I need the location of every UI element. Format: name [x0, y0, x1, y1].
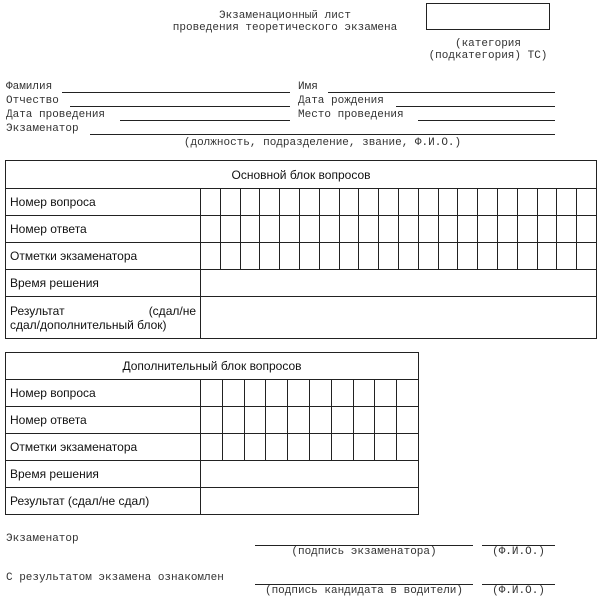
extra-question-cell[interactable]	[353, 380, 375, 407]
main-mark-cell[interactable]	[379, 243, 399, 270]
extra-answer-cell[interactable]	[244, 407, 266, 434]
main-mark-cell[interactable]	[398, 243, 418, 270]
extra-answer-cell[interactable]	[397, 407, 419, 434]
main-question-cell[interactable]	[438, 189, 458, 216]
main-question-cell[interactable]	[497, 189, 517, 216]
main-question-cell[interactable]	[240, 189, 260, 216]
extra-question-cell[interactable]	[375, 380, 397, 407]
main-question-cell[interactable]	[280, 189, 300, 216]
patronymic-label: Отчество	[6, 95, 59, 107]
extra-mark-cell[interactable]	[244, 434, 266, 461]
category-caption-line2: (подкатегория) ТС)	[428, 50, 548, 62]
birth-date-label: Дата рождения	[298, 95, 384, 107]
main-result-label	[6, 297, 201, 339]
extra-mark-cell[interactable]	[353, 434, 375, 461]
extra-question-cell[interactable]	[266, 380, 288, 407]
extra-answer-cell[interactable]	[353, 407, 375, 434]
extra-answer-cell[interactable]	[309, 407, 331, 434]
extra-mark-cell[interactable]	[266, 434, 288, 461]
extra-question-cell[interactable]	[201, 380, 223, 407]
extra-question-cell[interactable]	[331, 380, 353, 407]
main-answer-cell[interactable]	[319, 216, 339, 243]
main-mark-cell[interactable]	[260, 243, 280, 270]
main-solve-time-cell[interactable]	[201, 270, 597, 297]
main-examiner-marks-label: Отметки экзаменатора	[6, 243, 201, 270]
main-answer-cell[interactable]	[359, 216, 379, 243]
main-answer-cell[interactable]	[339, 216, 359, 243]
main-question-cell[interactable]	[359, 189, 379, 216]
main-answer-cell[interactable]	[438, 216, 458, 243]
extra-solve-time-cell[interactable]	[201, 461, 419, 488]
main-mark-cell[interactable]	[299, 243, 319, 270]
main-result-label-line1: Результат (сдал/не	[10, 303, 196, 318]
extra-result-cell[interactable]	[201, 488, 419, 515]
name-field[interactable]	[328, 92, 555, 93]
main-answer-cell[interactable]	[557, 216, 577, 243]
exam-date-label: Дата проведения	[6, 109, 106, 121]
main-mark-cell[interactable]	[577, 243, 597, 270]
extra-answer-cell[interactable]	[222, 407, 244, 434]
main-answer-cell[interactable]	[280, 216, 300, 243]
main-result-label-line2: сдал/дополнительный блок)	[10, 317, 167, 332]
main-block-table	[5, 160, 597, 339]
main-answer-cell[interactable]	[478, 216, 498, 243]
main-answer-cell[interactable]	[398, 216, 418, 243]
extra-block-table	[5, 352, 419, 515]
extra-answer-cell[interactable]	[266, 407, 288, 434]
exam-place-field[interactable]	[418, 120, 555, 121]
extra-question-cell[interactable]	[397, 380, 419, 407]
extra-mark-cell[interactable]	[397, 434, 419, 461]
surname-field[interactable]	[62, 92, 290, 93]
extra-mark-cell[interactable]	[375, 434, 397, 461]
category-box[interactable]	[426, 3, 550, 30]
examiner-hint: (должность, подразделение, звание, Ф.И.О.)	[183, 137, 462, 149]
main-mark-cell[interactable]	[339, 243, 359, 270]
main-question-cell[interactable]	[220, 189, 240, 216]
main-mark-cell[interactable]	[359, 243, 379, 270]
main-question-cell[interactable]	[458, 189, 478, 216]
main-block-title: Основной блок вопросов	[6, 161, 597, 189]
main-answer-cell[interactable]	[497, 216, 517, 243]
main-question-number-label: Номер вопроса	[6, 189, 201, 216]
footer-examiner-label: Экзаменатор	[6, 533, 79, 545]
extra-mark-cell[interactable]	[201, 434, 223, 461]
extra-question-cell[interactable]	[222, 380, 244, 407]
main-mark-cell[interactable]	[280, 243, 300, 270]
extra-question-cell[interactable]	[309, 380, 331, 407]
main-mark-cell[interactable]	[220, 243, 240, 270]
extra-answer-number-label: Номер ответа	[6, 407, 201, 434]
main-answer-cell[interactable]	[537, 216, 557, 243]
examiner-label: Экзаменатор	[6, 123, 79, 135]
extra-answer-cell[interactable]	[288, 407, 310, 434]
extra-question-cell[interactable]	[244, 380, 266, 407]
main-mark-cell[interactable]	[458, 243, 478, 270]
main-answer-cell[interactable]	[220, 216, 240, 243]
candidate-fio-caption: (Ф.И.О.)	[492, 585, 545, 597]
main-question-cell[interactable]	[379, 189, 399, 216]
main-answer-cell[interactable]	[201, 216, 221, 243]
extra-mark-cell[interactable]	[288, 434, 310, 461]
candidate-signature-caption: (подпись кандидата в водители)	[264, 585, 464, 597]
main-mark-cell[interactable]	[478, 243, 498, 270]
main-answer-cell[interactable]	[418, 216, 438, 243]
extra-question-cell[interactable]	[288, 380, 310, 407]
extra-result-label: Результат (сдал/не сдал)	[6, 488, 201, 515]
acquainted-label: С результатом экзамена ознакомлен	[6, 572, 224, 584]
surname-label: Фамилия	[6, 81, 53, 93]
extra-mark-cell[interactable]	[222, 434, 244, 461]
extra-answer-cell[interactable]	[201, 407, 223, 434]
category-caption-line1: (категория	[454, 38, 521, 50]
examiner-field[interactable]	[90, 134, 555, 135]
main-question-cell[interactable]	[201, 189, 221, 216]
birth-date-field[interactable]	[396, 106, 555, 107]
main-answer-cell[interactable]	[458, 216, 478, 243]
form-title-line2: проведения теоретического экзамена	[172, 22, 398, 34]
main-question-cell[interactable]	[418, 189, 438, 216]
main-question-cell[interactable]	[339, 189, 359, 216]
form-title-line1: Экзаменационный лист	[218, 10, 352, 22]
form-title	[160, 10, 410, 34]
main-question-cell[interactable]	[398, 189, 418, 216]
main-answer-cell[interactable]	[240, 216, 260, 243]
main-question-cell[interactable]	[537, 189, 557, 216]
extra-question-number-label: Номер вопроса	[6, 380, 201, 407]
main-mark-cell[interactable]	[537, 243, 557, 270]
main-question-cell[interactable]	[299, 189, 319, 216]
exam-place-label: Место проведения	[298, 109, 404, 121]
main-answer-cell[interactable]	[299, 216, 319, 243]
exam-date-field[interactable]	[120, 120, 290, 121]
patronymic-field[interactable]	[70, 106, 290, 107]
main-mark-cell[interactable]	[517, 243, 537, 270]
main-answer-cell[interactable]	[260, 216, 280, 243]
main-question-cell[interactable]	[557, 189, 577, 216]
main-question-cell[interactable]	[517, 189, 537, 216]
extra-examiner-marks-label: Отметки экзаменатора	[6, 434, 201, 461]
main-mark-cell[interactable]	[319, 243, 339, 270]
examiner-fio-caption: (Ф.И.О.)	[492, 546, 545, 558]
extra-answer-cell[interactable]	[331, 407, 353, 434]
main-answer-cell[interactable]	[517, 216, 537, 243]
main-mark-cell[interactable]	[557, 243, 577, 270]
category-caption	[420, 38, 556, 62]
main-question-cell[interactable]	[577, 189, 597, 216]
main-mark-cell[interactable]	[438, 243, 458, 270]
main-mark-cell[interactable]	[418, 243, 438, 270]
extra-mark-cell[interactable]	[331, 434, 353, 461]
main-question-cell[interactable]	[319, 189, 339, 216]
main-answer-cell[interactable]	[379, 216, 399, 243]
extra-mark-cell[interactable]	[309, 434, 331, 461]
main-mark-cell[interactable]	[201, 243, 221, 270]
main-solve-time-label: Время решения	[6, 270, 201, 297]
extra-answer-cell[interactable]	[375, 407, 397, 434]
main-answer-cell[interactable]	[577, 216, 597, 243]
main-answer-number-label: Номер ответа	[6, 216, 201, 243]
main-mark-cell[interactable]	[497, 243, 517, 270]
main-mark-cell[interactable]	[240, 243, 260, 270]
main-question-cell[interactable]	[478, 189, 498, 216]
main-question-cell[interactable]	[260, 189, 280, 216]
main-result-cell[interactable]	[201, 297, 597, 339]
examiner-signature-caption: (подпись экзаменатора)	[291, 546, 437, 558]
name-label: Имя	[298, 81, 318, 93]
extra-block-title: Дополнительный блок вопросов	[6, 353, 419, 380]
extra-solve-time-label: Время решения	[6, 461, 201, 488]
